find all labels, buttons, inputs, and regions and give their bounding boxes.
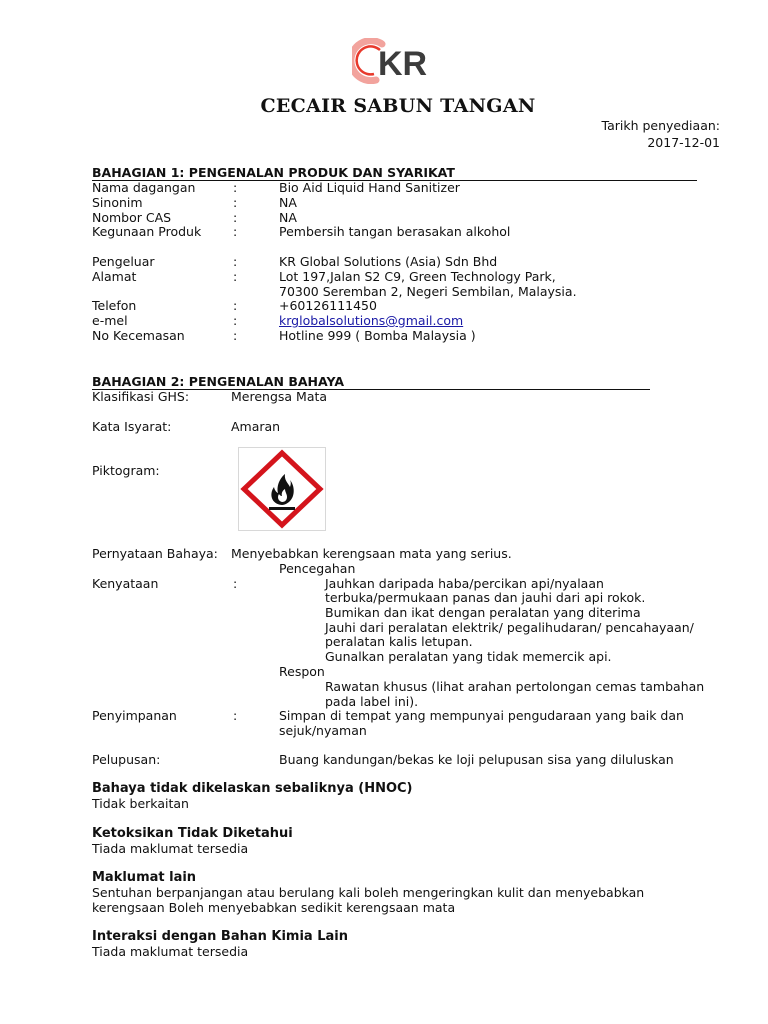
maklumat-lain-heading: Maklumat lain xyxy=(92,870,197,885)
kenyataan-line: Bumikan dan ikat dengan peralatan yang diterima xyxy=(325,605,641,620)
maklumat-lain-text: Sentuhan berpanjangan atau berulang kali boleh mengeringkan kulit dan menyebabkan xyxy=(92,885,645,900)
label-kenyataan: Kenyataan xyxy=(92,576,159,591)
label-email: e-mel xyxy=(92,313,128,328)
hnoc-heading: Bahaya tidak dikelaskan sebaliknya (HNOC) xyxy=(92,781,413,796)
ketoksikan-text: Tiada maklumat tersedia xyxy=(92,841,249,856)
kr-logo xyxy=(352,38,444,84)
label-no-kecemasan: No Kecemasan xyxy=(92,328,185,343)
colon: : xyxy=(233,210,238,225)
value-telefon: +60126111450 xyxy=(279,298,377,313)
kenyataan-line: Jauhkan daripada haba/percikan api/nyalaan xyxy=(325,576,604,591)
value-pernyataan-bahaya: Menyebabkan kerengsaan mata yang serius. xyxy=(231,546,512,561)
value-kegunaan-produk: Pembersih tangan berasakan alkohol xyxy=(279,224,511,239)
value-no-kecemasan: Hotline 999 ( Bomba Malaysia ) xyxy=(279,328,476,343)
ketoksikan-heading: Ketoksikan Tidak Diketahui xyxy=(92,826,293,841)
colon: : xyxy=(233,313,238,328)
value-nama-dagangan: Bio Aid Liquid Hand Sanitizer xyxy=(279,180,460,195)
document-title: CECAIR SABUN TANGAN xyxy=(260,95,536,117)
label-nama-dagangan: Nama dagangan xyxy=(92,180,196,195)
label-sinonim: Sinonim xyxy=(92,195,143,210)
label-alamat: Alamat xyxy=(92,269,137,284)
interaksi-text: Tiada maklumat tersedia xyxy=(92,944,249,959)
label-telefon: Telefon xyxy=(92,298,137,313)
hnoc-text: Tidak berkaitan xyxy=(92,796,189,811)
label-pelupusan: Pelupusan: xyxy=(92,752,161,767)
flame-base-line xyxy=(269,507,295,510)
date-value: 2017-12-01 xyxy=(647,135,720,150)
penyimpanan-line: Simpan di tempat yang mempunyai pengudaraan yang baik dan xyxy=(279,708,684,723)
kenyataan-line: Gunalkan peralatan yang tidak memercik api. xyxy=(325,649,612,664)
section2-heading: BAHAGIAN 2: PENGENALAN BAHAYA xyxy=(92,374,650,390)
date-block xyxy=(602,117,720,151)
colon: : xyxy=(233,328,238,343)
label-penyimpanan: Penyimpanan xyxy=(92,708,177,723)
colon: : xyxy=(233,224,238,239)
kenyataan-line: peralatan kalis letupan. xyxy=(325,634,473,649)
ghs-flammable-pictogram xyxy=(238,447,326,531)
value-alamat-line2: 70300 Seremban 2, Negeri Sembilan, Malaysia. xyxy=(279,284,577,299)
colon: : xyxy=(233,269,238,284)
penyimpanan-line: sejuk/nyaman xyxy=(279,723,367,738)
subheading-respon: Respon xyxy=(279,664,325,679)
colon: : xyxy=(233,298,238,313)
value-pelupusan: Buang kandungan/bekas ke loji pelupusan sisa yang diluluskan xyxy=(279,752,674,767)
value-sinonim: NA xyxy=(279,195,297,210)
section1-heading: BAHAGIAN 1: PENGENALAN PRODUK DAN SYARIKAT xyxy=(92,165,697,181)
value-klasifikasi-ghs: Merengsa Mata xyxy=(231,389,328,404)
subheading-pencegahan: Pencegahan xyxy=(279,561,356,576)
label-piktogram: Piktogram: xyxy=(92,463,160,478)
value-nombor-cas: NA xyxy=(279,210,297,225)
label-kegunaan-produk: Kegunaan Produk xyxy=(92,224,202,239)
label-kata-isyarat: Kata Isyarat: xyxy=(92,419,172,434)
email-link[interactable]: krglobalsolutions@gmail.com xyxy=(279,313,464,328)
colon: : xyxy=(233,576,238,591)
respon-line: pada label ini). xyxy=(325,694,419,709)
value-kata-isyarat: Amaran xyxy=(231,419,281,434)
date-label: Tarikh penyediaan: xyxy=(601,118,720,133)
label-nombor-cas: Nombor CAS xyxy=(92,210,172,225)
colon: : xyxy=(233,195,238,210)
label-klasifikasi-ghs: Klasifikasi GHS: xyxy=(92,389,190,404)
value-alamat-line1: Lot 197,Jalan S2 C9, Green Technology Park, xyxy=(279,269,556,284)
maklumat-lain-text: kerengsaan Boleh menyebabkan sedikit kerengsaan mata xyxy=(92,900,456,915)
colon: : xyxy=(233,180,238,195)
label-pernyataan-bahaya: Pernyataan Bahaya: xyxy=(92,546,218,561)
logo-arc-inner xyxy=(357,46,380,74)
respon-line: Rawatan khusus (lihat arahan pertolongan cemas tambahan xyxy=(325,679,705,694)
colon: : xyxy=(233,254,238,269)
kenyataan-line: Jauhi dari peralatan elektrik/ pegalihudaran/ pencahayaan/ xyxy=(325,620,694,635)
logo-text: KR xyxy=(378,45,428,83)
value-pengeluar: KR Global Solutions (Asia) Sdn Bhd xyxy=(279,254,498,269)
interaksi-heading: Interaksi dengan Bahan Kimia Lain xyxy=(92,929,348,944)
label-pengeluar: Pengeluar xyxy=(92,254,155,269)
kenyataan-line: terbuka/permukaan panas dan jauhi dari api rokok. xyxy=(325,590,646,605)
colon: : xyxy=(233,708,238,723)
